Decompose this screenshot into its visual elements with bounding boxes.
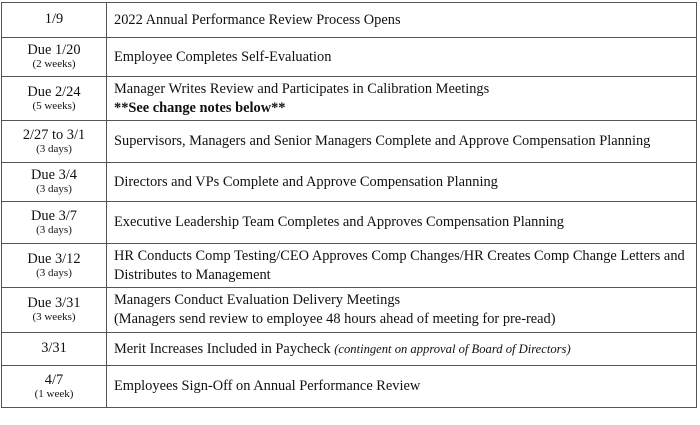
task-label: Managers Conduct Evaluation Delivery Meetings: [114, 292, 401, 308]
duration-label: (5 weeks): [32, 99, 76, 112]
table-row: [2, 288, 697, 333]
date-label: 1/9: [44, 11, 64, 28]
duration-label: (3 days): [36, 183, 72, 196]
date-label: 3/31: [41, 340, 67, 357]
date-cell: [2, 244, 107, 288]
date-label: 2/27 to 3/1: [22, 126, 86, 143]
task-note: (contingent on approval of Board of Directors): [334, 341, 571, 356]
table-row: [2, 121, 697, 163]
task-cell: [107, 77, 697, 121]
date-cell: [2, 121, 107, 163]
task-label: Supervisors, Managers and Senior Managers Complete and Approve Compensation Planning: [114, 133, 651, 149]
date-label: 4/7: [44, 371, 64, 388]
task-label: 2022 Annual Performance Review Process Opens: [114, 11, 401, 28]
table-row: [2, 366, 697, 408]
table-row: [2, 333, 697, 366]
date-label: Due 3/31: [27, 295, 81, 312]
duration-label: (3 days): [36, 142, 72, 155]
date-cell: [2, 77, 107, 121]
duration-label: (2 weeks): [32, 58, 76, 71]
date-cell: [2, 333, 107, 366]
task-label: Manager Writes Review and Participates in Calibration Meetings: [114, 80, 490, 97]
date-cell: [2, 163, 107, 202]
task-label: Employee Completes Self-Evaluation: [114, 48, 332, 65]
review-schedule-table: [1, 2, 697, 408]
date-label: Due 3/12: [27, 250, 81, 267]
date-label: Due 2/24: [27, 83, 81, 100]
duration-label: (3 days): [36, 266, 72, 279]
table-row: [2, 202, 697, 244]
duration-label: (3 days): [36, 223, 72, 236]
duration-label: (1 week): [34, 387, 74, 400]
task-label: Merit Increases Included in Paycheck: [114, 340, 331, 357]
date-cell: [2, 202, 107, 244]
task-cell: [107, 3, 697, 38]
task-cell: [107, 333, 697, 366]
task-label: Executive Leadership Team Completes and Approves Compensation Planning: [114, 214, 564, 230]
task-sub-label: (Managers send review to employee 48 hours ahead of meeting for pre-read): [114, 311, 556, 327]
date-cell: [2, 366, 107, 408]
task-label: Employees Sign-Off on Annual Performance Review: [114, 378, 421, 394]
table-row: [2, 163, 697, 202]
task-label: Directors and VPs Complete and Approve Compensation Planning: [114, 173, 498, 190]
date-cell: [2, 38, 107, 77]
task-cell: [107, 288, 697, 333]
table-row: [2, 38, 697, 77]
date-cell: [2, 288, 107, 333]
table-row: [2, 244, 697, 288]
date-label: Due 3/7: [31, 207, 77, 224]
table-row: [2, 3, 697, 38]
date-label: Due 3/4: [31, 167, 77, 184]
duration-label: (3 weeks): [32, 311, 76, 324]
date-cell: [2, 3, 107, 38]
change-notes-label: **See change notes below**: [114, 99, 286, 116]
task-cell: [107, 163, 697, 202]
task-cell: [107, 38, 697, 77]
date-label: Due 1/20: [27, 42, 81, 59]
task-cell: [107, 244, 697, 288]
task-cell: [107, 121, 697, 163]
task-cell: [107, 202, 697, 244]
table-row: [2, 77, 697, 121]
task-label: HR Conducts Comp Testing/CEO Approves Comp Changes/HR Creates Comp Change Letters and Distributes to Management: [114, 247, 685, 283]
task-cell: [107, 366, 697, 408]
